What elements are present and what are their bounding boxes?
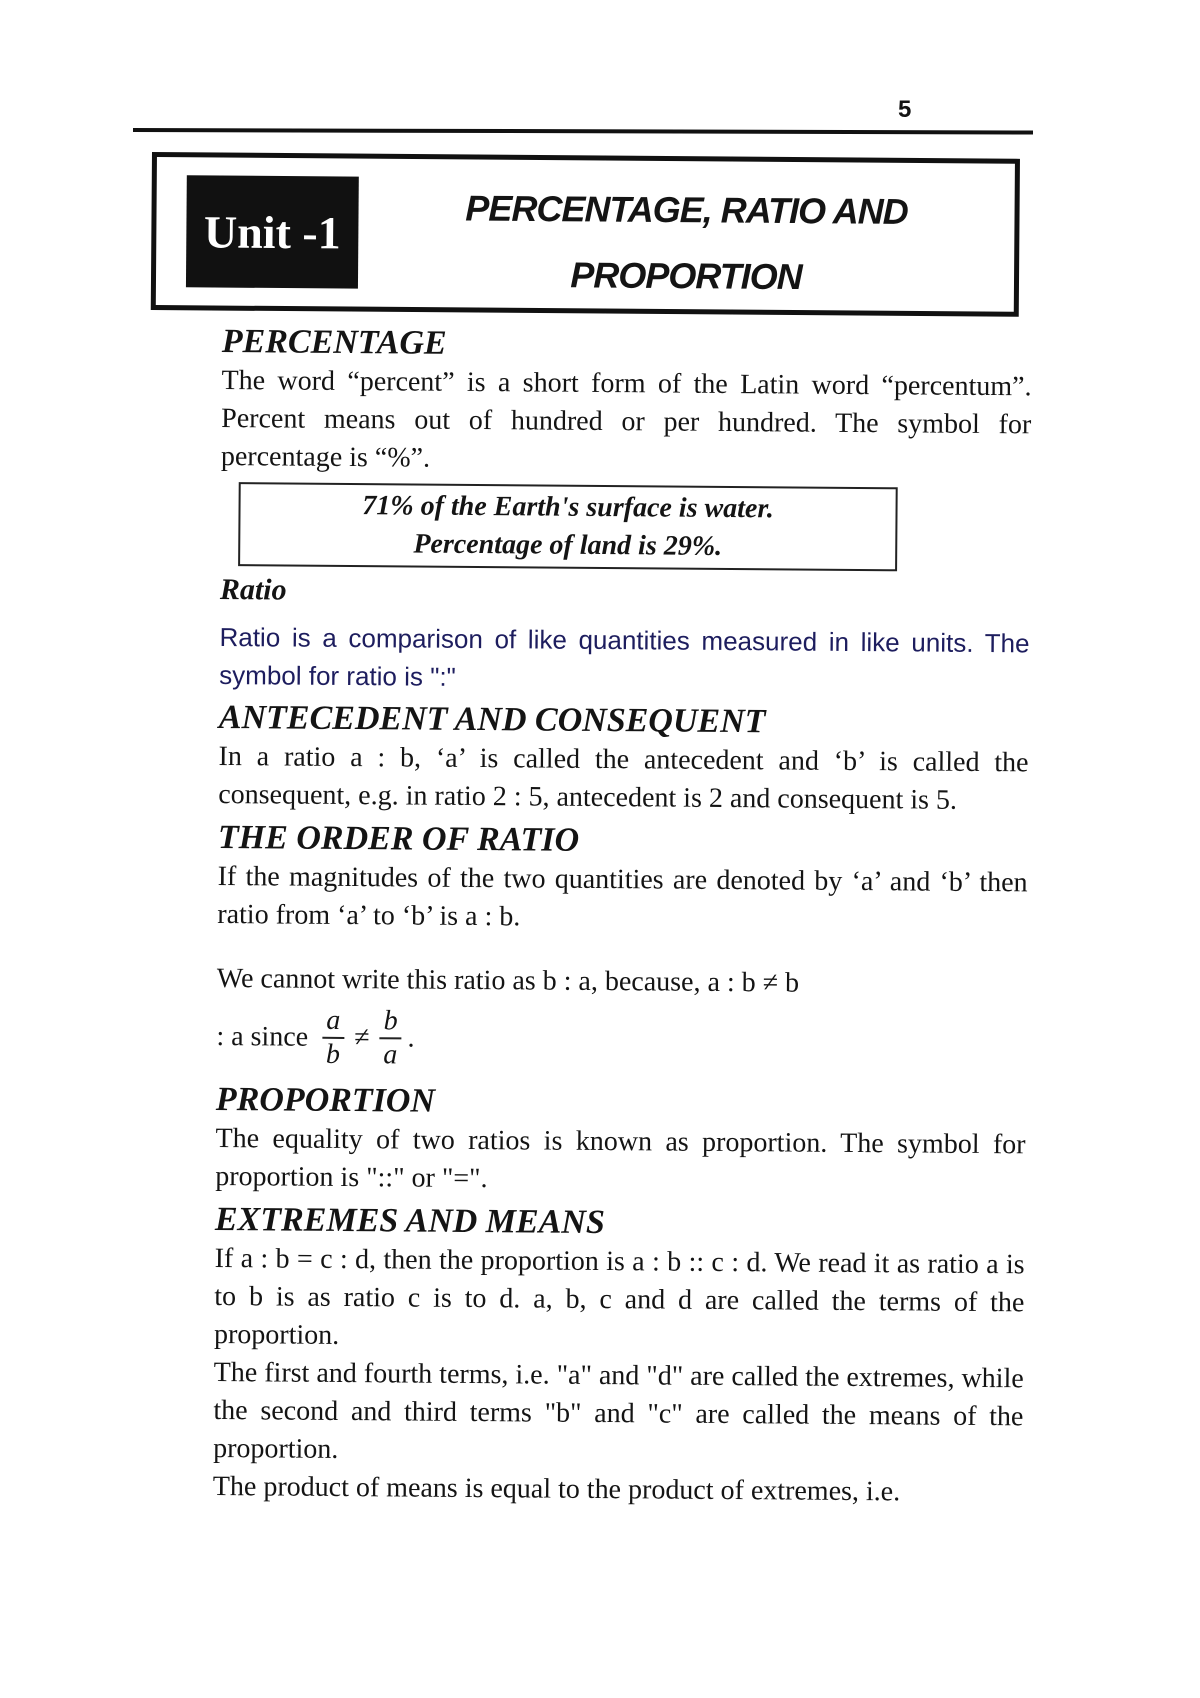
fact-line-1: 71% of the Earth's surface is water. [362,490,774,525]
proportion-text: The equality of two ratios is known as proportion. The symbol for proportion is "::" or "=". [215,1122,1026,1195]
fraction-a-over-b [322,1005,345,1071]
since-prefix: : a since [216,1020,309,1053]
fraction-numerator: a [326,1004,341,1036]
order-text-2: We cannot write this ratio as b : a, because, a : b ≠ b [216,962,800,999]
antecedent-text: In a ratio a : b, ‘a’ is called the antecedent and ‘b’ is called the consequent, e.g. in ratio 2 : 5, antecedent is 2 and consequent is 5. [218,740,1029,816]
heading-percentage: PERCENTAGE [221,322,447,362]
heading-order-of-ratio: THE ORDER OF RATIO [217,818,580,859]
fraction-inequality [216,1004,1026,1076]
fact-box [238,482,898,571]
extremes-text-3: The product of means is equal to the product of extremes, i.e. [212,1470,901,1508]
unit-label: Unit -1 [186,175,359,288]
heading-ratio: Ratio [219,572,287,607]
not-equal-sign: ≠ [354,1022,370,1054]
fraction-end-period: . [407,1022,415,1054]
ratio-text: Ratio is a comparison of like quantities measured in like units. The symbol for ratio is ":" [219,621,1030,692]
fact-line-2: Percentage of land is 29%. [413,528,723,562]
unit-title-line-2: PROPORTION [570,254,802,298]
unit-title [396,175,977,312]
fraction-b-over-a [379,1005,402,1071]
order-text: If the magnitudes of the two quantities are denoted by ‘a’ and ‘b’ then ratio from ‘a’ to ‘b’ is a : b. [217,860,1028,933]
heading-extremes-means: EXTREMES AND MEANS [214,1200,605,1242]
extremes-text-2: The first and fourth terms, i.e. "a" and "d" are called the extremes, while the second and third terms "b" and "c" are called the means of the proportion. [213,1356,1024,1465]
page-content [213,322,1032,1512]
fraction-numerator: b [383,1005,398,1037]
fraction-denominator: b [325,1038,341,1070]
heading-proportion: PROPORTION [215,1080,436,1120]
percentage-text: The word “percent” is a short form of the Latin word “percentum”. Percent means out of hundred or per hundred. The symbol for percentage is “%”. [220,364,1032,474]
page-number: 5 [898,96,912,123]
header-rule [133,128,1033,135]
unit-title-line-1: PERCENTAGE, RATIO AND [465,187,908,232]
fraction-denominator: a [383,1039,398,1071]
heading-antecedent-consequent: ANTECEDENT AND CONSEQUENT [218,698,766,741]
unit-header-box [151,152,1020,317]
extremes-text-1: If a : b = c : d, then the proportion is a : b :: c : d. We read it as ratio a is to b is as ratio c is to d. a, b, c and d are called the terms of the proportion. [213,1242,1025,1351]
